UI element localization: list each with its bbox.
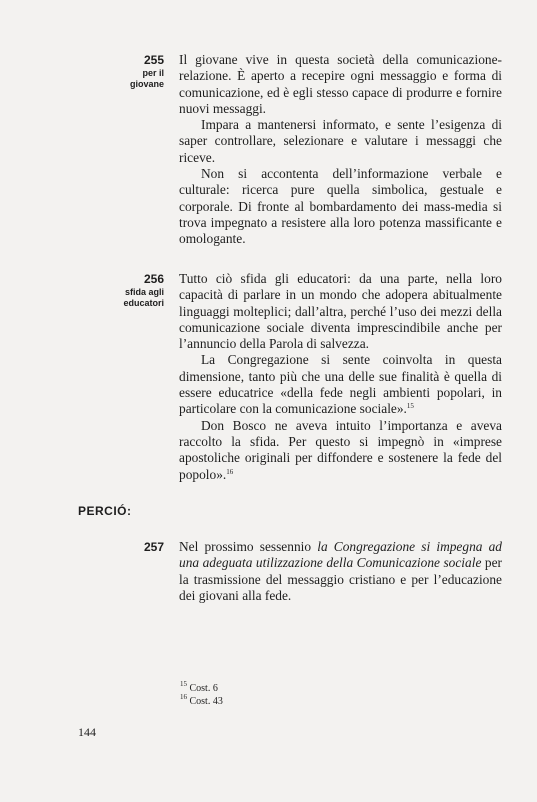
section-257-body [179,539,502,604]
footnote: $^{15}$ Cost. 6 [180,680,218,694]
emphasis: la Congregazione si impegna ad una adeguata utilizzazione della Comunicazione sociale [179,539,502,571]
side-note-256 [100,287,164,308]
paragraph: Il giovane vive in questa società della comunicazione-relazione. È aperto a recepire ogni messaggio e forma di comunicazione, ed è egli stesso capace di produrre e fornire nuovi messaggi. [179,52,502,116]
footnote-ref: 15 [406,402,414,411]
paragraph: Tutto ciò sfida gli educatori: da una parte, nella loro capacità di parlare in un mondo che adopera abitualmente linguaggi molteplici; dall’altra, perché l’uso dei mezzi della comunicazione sociale diventa imprescindibile anche per l’annuncio della Parola di salvezza. [179,271,502,352]
paragraph: La Congregazione si sente coinvolta in questa dimensione, tanto più che una delle sue finalità è quella di essere educatrice «della fede negli ambienti popolari, in particolare con la comunicazione sociale».$^{15}$ [179,352,502,417]
side-note-line: per il [142,68,164,78]
paragraph: Impara a mantenersi informato, e sente l’esigenza di saper controllare, selezionare e valutare i messaggi che riceve. [179,117,502,165]
section-255-body [179,52,502,248]
paragraph: Don Bosco ne aveva intuito l’importanza e aveva raccolto la sfida. Per questo si impegnò in «imprese apostoliche originali per diffondere e sostenere la fede del popolo».$^{16}$ [179,417,502,482]
side-note-line: educatori [123,297,164,308]
footnote: $^{16}$ Cost. 43 [180,692,223,707]
side-note-line: giovane [129,78,164,89]
paragraph: Nel prossimo sessennio la Congregazione si impegna ad una adeguata utilizzazione della Comunicazione sociale per la trasmissione del messaggio cristiano e per l’educazione dei giovani alla fede. [179,539,503,603]
section-256-body [179,271,502,483]
section-heading: PERCIÓ: [78,504,132,518]
paragraph-number-257: 257 [143,540,164,554]
paragraph-number-256: 256 [143,272,164,286]
page-number: 144 [78,725,96,739]
side-note-line: sfida agli [124,287,164,297]
footnotes [180,680,223,708]
paragraph: Non si accontenta dell’informazione verbale e culturale: ricerca pure quella simbolica, gestuale e corporale. Di fronte al bombardamento dei mass-media si trova impegnato a resistere alla loro potenza massificante e omologante. [179,166,502,247]
side-note-255 [100,68,164,89]
footnote-ref: 16 [226,467,234,476]
paragraph-number-255: 255 [143,53,164,67]
